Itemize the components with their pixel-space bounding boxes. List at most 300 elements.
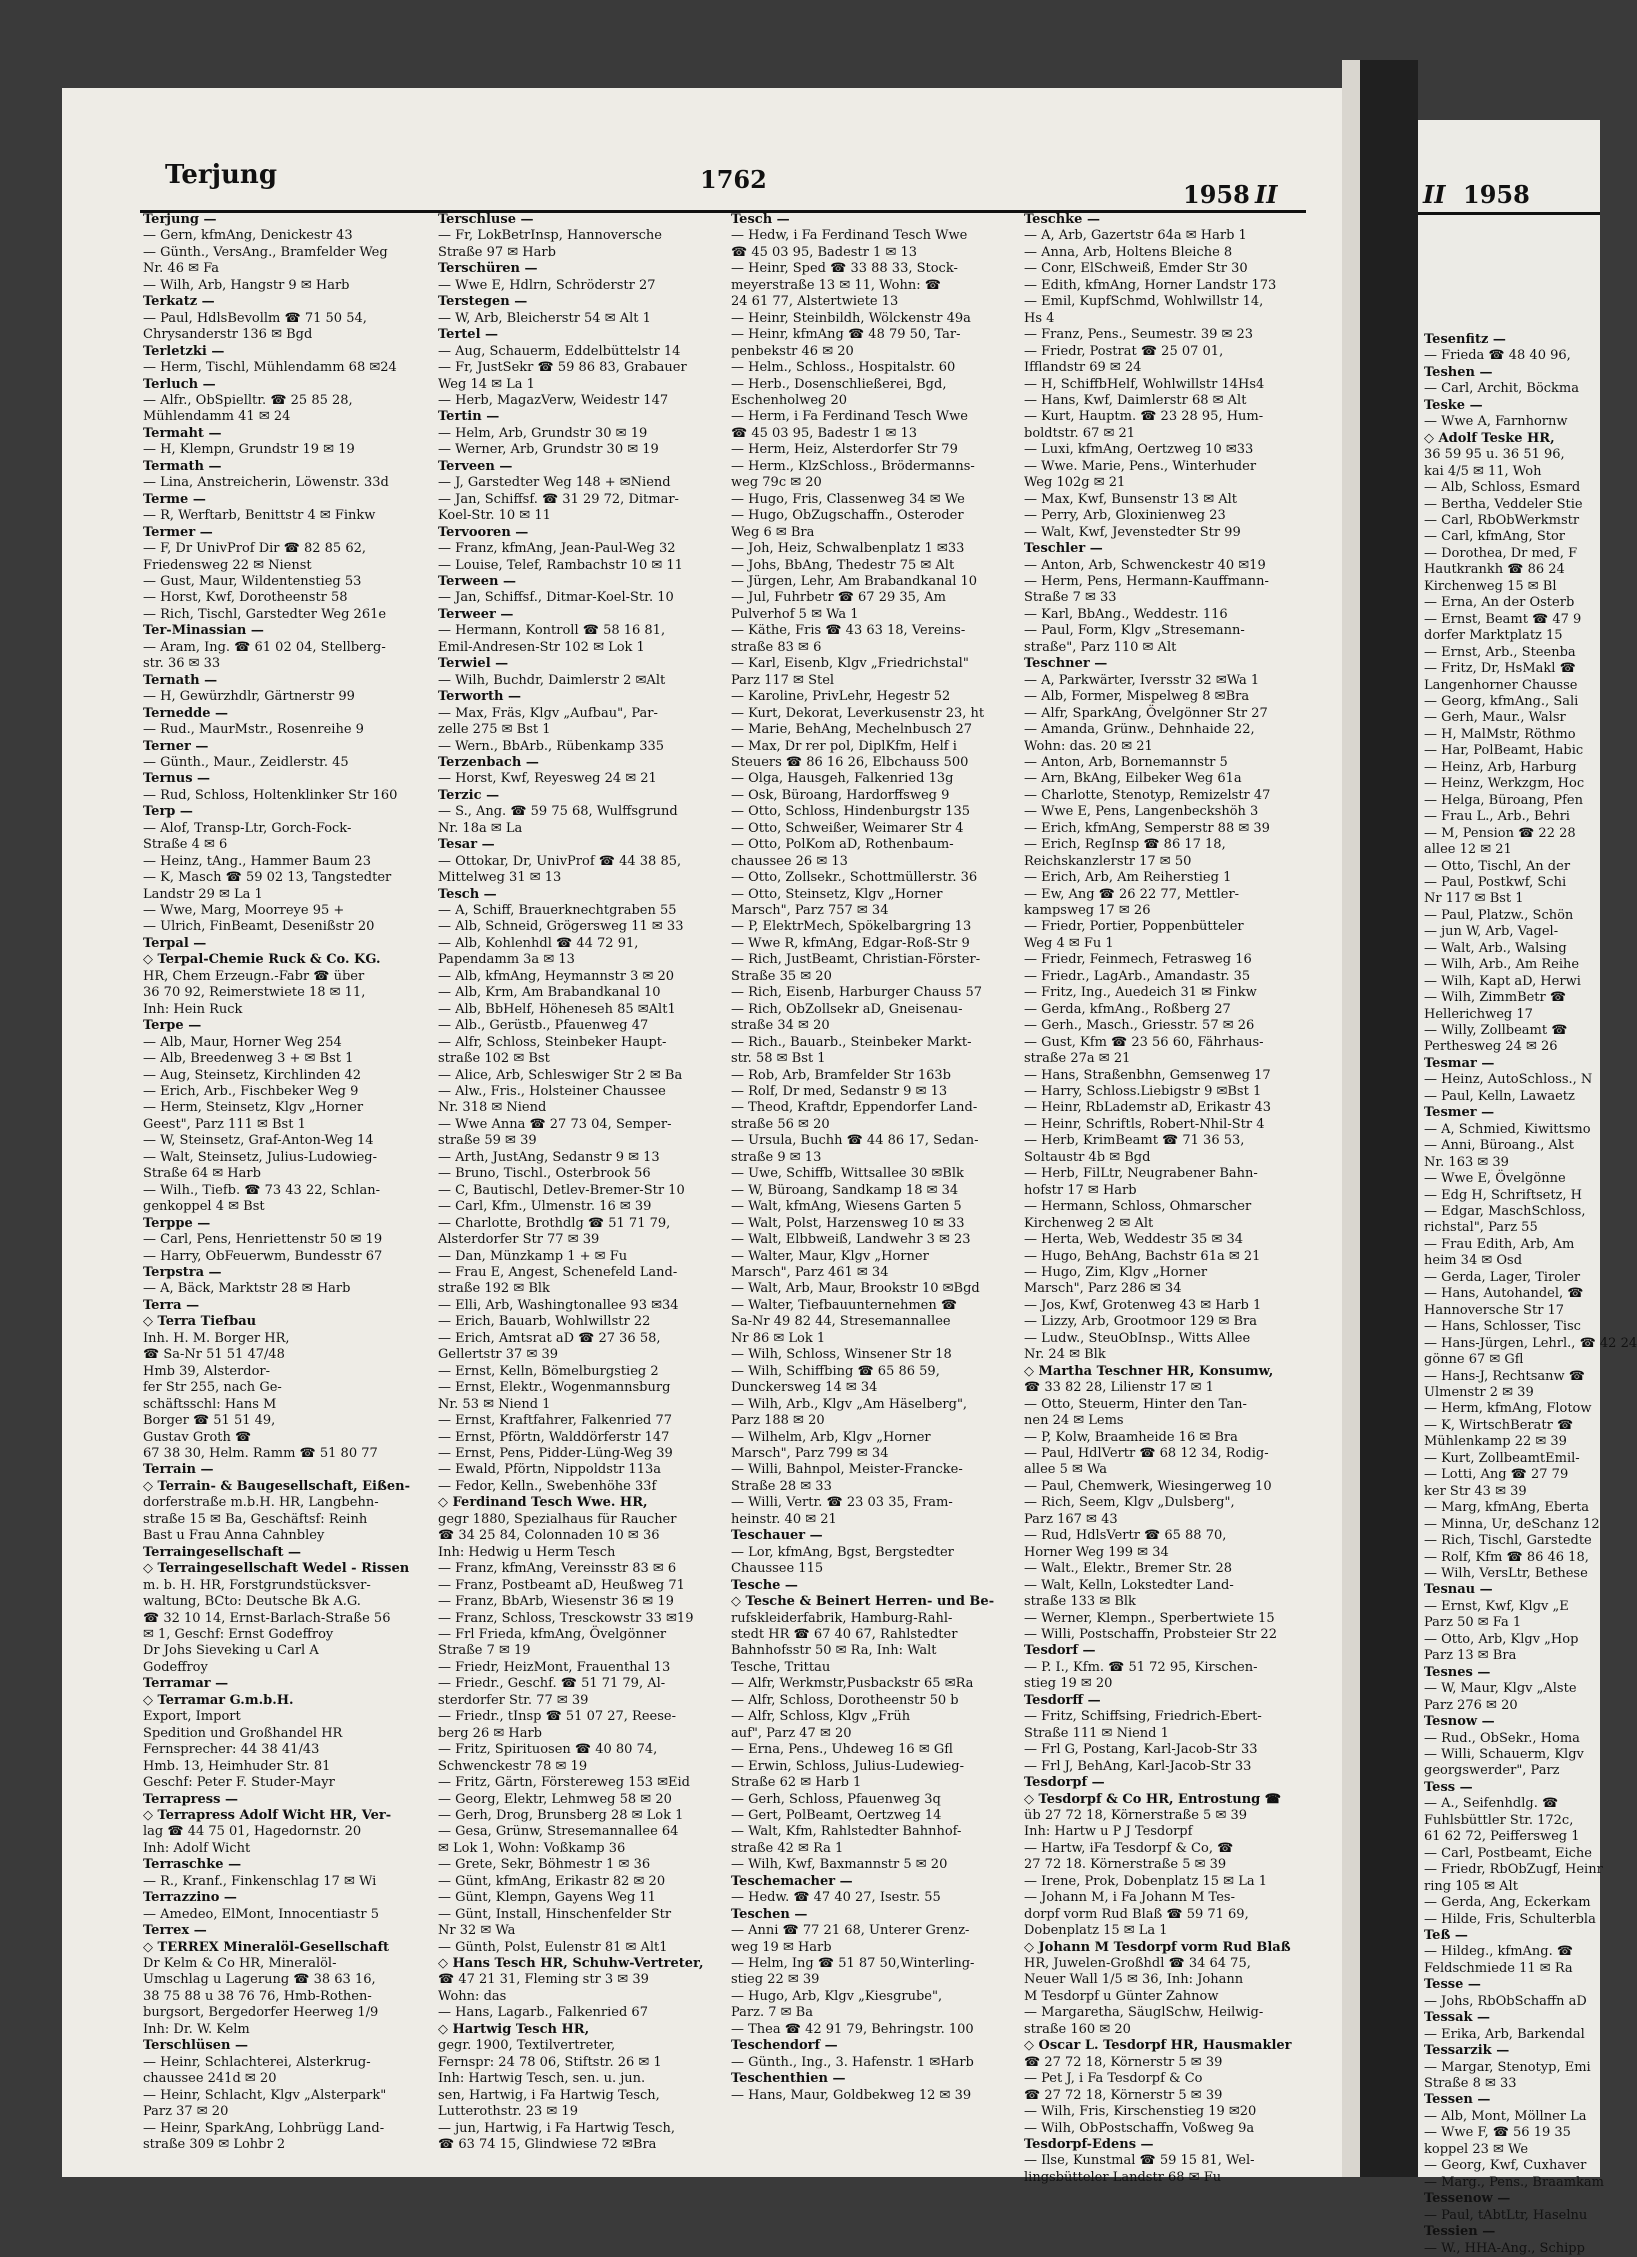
directory-entry: — Erich, Amtsrat aD ☎ 27 36 58, [438, 1330, 661, 1346]
directory-entry: Tesse — [1424, 1977, 1481, 1993]
directory-entry: — Alw., Fris., Holsteiner Chaussee [438, 1084, 666, 1100]
directory-entry: — C, Bautischl, Detlev-Bremer-Str 10 [438, 1182, 685, 1198]
directory-entry: — Franz, kfmAng, Jean-Paul-Weg 32 [438, 541, 676, 557]
directory-entry: — Georg, kfmAng., Sali [1424, 693, 1579, 709]
directory-entry: straße 27a ✉ 21 [1024, 1051, 1131, 1067]
directory-entry: Teschenthien — [731, 2071, 846, 2087]
directory-entry: Termaht — [143, 425, 222, 441]
directory-entry: Fernsprecher: 44 38 41/43 [143, 1742, 320, 1758]
directory-entry: Langenhorner Chausse [1424, 677, 1578, 693]
directory-entry: — Harry, ObFeuerwm, Bundesstr 67 [143, 1248, 383, 1264]
directory-entry: — Wilh, Arb, Hangstr 9 ✉ Harb [143, 277, 350, 293]
directory-entry: — Georg, Kwf, Cuxhaver [1424, 2158, 1587, 2174]
directory-entry: — Herta, Web, Weddestr 35 ✉ 34 [1024, 1232, 1244, 1248]
directory-entry: Geest", Parz 111 ✉ Bst 1 [143, 1116, 306, 1132]
directory-entry: — Otto, Steuerm, Hinter den Tan- [1024, 1396, 1247, 1412]
directory-entry: — Paul, Kelln, Lawaetz [1424, 1088, 1575, 1104]
directory-entry: straße 160 ✉ 20 [1024, 2021, 1131, 2037]
directory-entry: — Heinr, Sped ☎ 33 88 33, Stock- [731, 261, 958, 277]
directory-entry: Tesche, Trittau [731, 1659, 831, 1675]
page-year: 1958 [1183, 180, 1250, 209]
directory-entry: Nr. 18a ✉ La [438, 820, 523, 836]
directory-entry: — Aug, Steinsetz, Kirchlinden 42 [143, 1067, 362, 1083]
directory-entry: — Har, PolBeamt, Habic [1424, 743, 1584, 759]
directory-entry: ring 105 ✉ Alt [1424, 1878, 1518, 1894]
directory-entry: — Willi, Vertr. ☎ 23 03 35, Fram- [731, 1495, 953, 1511]
directory-entry: ◇ Oscar L. Tesdorpf HR, Hausmakler [1024, 2038, 1292, 2054]
directory-entry: Kirchenweg 2 ✉ Alt [1024, 1215, 1154, 1231]
directory-entry: — R., Kranf., Finkenschlag 17 ✉ Wi [143, 1873, 377, 1889]
directory-entry: — Hans, Schlosser, Tisc [1424, 1319, 1581, 1335]
directory-entry: — Lina, Anstreicherin, Löwenstr. 33d [143, 475, 389, 491]
directory-entry: — Günt, Klempn, Gayens Weg 11 [438, 1890, 656, 1906]
directory-entry: Tessarzik — [1424, 2043, 1510, 2059]
directory-entry: — Willi, Schauerm, Klgv [1424, 1746, 1584, 1762]
directory-entry: Hmb 39, Alsterdor- [143, 1363, 271, 1379]
directory-entry: — Wwe E, Hdlrn, Schröderstr 27 [438, 277, 656, 293]
directory-entry: — Louise, Telef, Rambachstr 10 ✉ 11 [438, 557, 683, 573]
directory-entry: — Heinr, Schlacht, Klgv „Alsterpark" [143, 2087, 387, 2103]
directory-entry: — Herm, Pens, Hermann-Kauffmann- [1024, 573, 1269, 589]
directory-entry: — Wilh., Tiefb. ☎ 73 43 22, Schlan- [143, 1182, 380, 1198]
directory-entry: — Paul, tAbtLtr, Haselnu [1424, 2207, 1588, 2223]
directory-entry: — Pet J, i Fa Tesdorpf & Co [1024, 2071, 1203, 2087]
directory-entry: Termath — [143, 458, 222, 474]
directory-entry: — W., HHA-Ang., Schipp [1424, 2240, 1585, 2256]
directory-entry: ☎ 45 03 95, Badestr 1 ✉ 13 [731, 244, 918, 260]
directory-entry: Terstegen — [438, 294, 528, 310]
directory-entry: — Carl, Archit, Böckma [1424, 381, 1579, 397]
directory-entry: — Alfr, SparkAng, Övelgönner Str 27 [1024, 705, 1268, 721]
directory-entry: Teschke — [1024, 212, 1100, 227]
page-gutter [1360, 60, 1418, 2177]
directory-entry: HR, Juwelen-Großhdl ☎ 34 64 75, [1024, 1956, 1251, 1972]
directory-entry: Weg 4 ✉ Fu 1 [1024, 935, 1114, 951]
directory-entry: rufskleiderfabrik, Hamburg-Rahl- [731, 1610, 953, 1626]
directory-entry: — Carl, Postbeamt, Eiche [1424, 1845, 1592, 1861]
directory-entry: — Perry, Arb, Gloxinienweg 23 [1024, 508, 1226, 524]
directory-entry: — Paul, HdlsBevollm ☎ 71 50 54, [143, 310, 367, 326]
directory-entry: straße", Parz 110 ✉ Alt [1024, 639, 1177, 655]
directory-entry: — Erich, kfmAng, Semperstr 88 ✉ 39 [1024, 820, 1270, 836]
directory-entry: — Friedr, Feinmech, Fetrasweg 16 [1024, 952, 1252, 968]
directory-entry: Marsch", Parz 286 ✉ 34 [1024, 1281, 1182, 1297]
directory-entry: — Hans, Maur, Goldbekweg 12 ✉ 39 [731, 2087, 972, 2103]
directory-entry: richstal", Parz 55 [1424, 1220, 1538, 1236]
directory-entry: — Franz, Schloss, Tresckowstr 33 ✉19 [438, 1610, 694, 1626]
directory-entry: Terrain — [143, 1462, 214, 1478]
directory-entry: — Alb, Kohlenhdl ☎ 44 72 91, [438, 935, 639, 951]
directory-entry: — Frau E, Angest, Schenefeld Land- [438, 1265, 678, 1280]
directory-entry: Tesnau — [1424, 1582, 1493, 1598]
directory-entry: — Hugo, BehAng, Bachstr 61a ✉ 21 [1024, 1248, 1261, 1264]
directory-entry: — S., Ang. ☎ 59 75 68, Wulffsgrund [438, 804, 678, 820]
directory-entry: Mühlenkamp 22 ✉ 39 [1424, 1434, 1567, 1450]
directory-entry: — Fr, JustSekr ☎ 59 86 83, Grabauer [438, 360, 687, 376]
directory-entry: — Käthe, Fris ☎ 43 63 18, Vereins- [731, 623, 966, 639]
directory-entry: Tesmer — [1424, 1105, 1495, 1121]
directory-entry: straße 102 ✉ Bst [438, 1051, 550, 1067]
directory-entry: — Harry, Schloss.Liebigstr 9 ✉Bst 1 [1024, 1084, 1262, 1100]
directory-entry: — Alb, Breedenweg 3 + ✉ Bst 1 [143, 1051, 354, 1067]
directory-entry: Papendamm 3a ✉ 13 [438, 952, 575, 968]
directory-entry: — Wilh, ObPostschaffn, Voßweg 9a [1024, 2120, 1255, 2136]
directory-entry: — Friedr., LagArb., Amandastr. 35 [1024, 968, 1251, 984]
directory-entry: Export, Import [143, 1709, 241, 1725]
directory-entry: — Herb, MagazVerw, Weidestr 147 [438, 392, 669, 408]
directory-entry: Chrysanderstr 136 ✉ Bgd [143, 327, 313, 343]
directory-column-3 [731, 212, 1021, 2152]
directory-entry: Parz 188 ✉ 20 [731, 1413, 825, 1429]
directory-entry: ☎ 47 21 31, Fleming str 3 ✉ 39 [438, 1972, 649, 1988]
directory-entry: — Frieda ☎ 48 40 96, [1424, 348, 1571, 364]
directory-entry: — Max, Fräs, Klgv „Aufbau", Par- [438, 705, 658, 721]
directory-entry: Godeffroy [143, 1659, 208, 1675]
directory-entry: — Franz, kfmAng, Vereinsstr 83 ✉ 6 [438, 1561, 677, 1577]
directory-entry: — Walt, Kelln, Lokstedter Land- [1024, 1577, 1234, 1593]
directory-entry: Terraschke — [143, 1857, 242, 1873]
directory-entry: — Wilh, Buchdr, Daimlerstr 2 ✉Alt [438, 672, 666, 688]
directory-entry: — Rich, ObZollsekr aD, Gneisenau- [731, 1001, 963, 1017]
directory-entry: — Herb, FilLtr, Neugrabener Bahn- [1024, 1166, 1258, 1182]
directory-entry: Fuhlsbüttler Str. 172c, [1424, 1812, 1574, 1828]
directory-entry: Soltaustr 4b ✉ Bgd [1024, 1149, 1151, 1165]
directory-entry: — Wilh, Schiffbing ☎ 65 86 59, [731, 1363, 940, 1379]
directory-entry: — Anni, Büroang., Alst [1424, 1138, 1574, 1154]
directory-entry: — Frl G, Postang, Karl-Jacob-Str 33 [1024, 1742, 1258, 1758]
directory-entry: — Günth, Polst, Eulenstr 81 ✉ Alt1 [438, 1939, 668, 1955]
directory-entry: — Günth., Ing., 3. Hafenstr. 1 ✉Harb [731, 2054, 974, 2070]
directory-entry: — Ilse, Kunstmal ☎ 59 15 81, Wel- [1024, 2153, 1255, 2169]
directory-entry: — Heinz, Arb, Harburg [1424, 759, 1577, 775]
directory-entry: Inh: Hartwig Tesch, sen. u. jun. [438, 2071, 646, 2087]
directory-entry: — Hermann, Kontroll ☎ 58 16 81, [438, 623, 666, 639]
directory-entry: ✉ 1, Geschf: Ernst Godeffroy [143, 1626, 334, 1642]
directory-entry: — Gerh, Schloss, Pfauenweg 3q [731, 1791, 941, 1807]
directory-entry: — Friedr., Geschf. ☎ 51 71 79, Al- [438, 1676, 666, 1692]
directory-entry: Inh: Hein Ruck [143, 1001, 243, 1017]
directory-entry: — Wern., BbArb., Rübenkamp 335 [438, 738, 665, 754]
directory-entry: ◇ Johann M Tesdorpf vorm Rud Blaß [1024, 1939, 1291, 1955]
directory-entry: — Erna, An der Osterb [1424, 595, 1575, 611]
directory-entry: — Hans, Straßenbhn, Gemsenweg 17 [1024, 1067, 1271, 1083]
directory-entry: — Irene, Prok, Dobenplatz 15 ✉ La 1 [1024, 1873, 1267, 1889]
directory-entry: — Dan, Münzkamp 1 + ✉ Fu [438, 1248, 628, 1264]
directory-entry: — Gerda, kfmAng., Roßberg 27 [1024, 1001, 1231, 1017]
directory-entry: — Gerh, Drog, Brunsberg 28 ✉ Lok 1 [438, 1807, 684, 1823]
directory-entry: Koel-Str. 10 ✉ 11 [438, 508, 551, 524]
directory-entry: — W, Büroang, Sandkamp 18 ✉ 34 [731, 1182, 959, 1198]
directory-entry: ◇ Terrapress Adolf Wicht HR, Ver- [143, 1807, 392, 1823]
directory-entry: — Jan, Schiffsf. ☎ 31 29 72, Ditmar- [438, 491, 679, 507]
directory-entry: — Grete, Sekr, Böhmestr 1 ✉ 36 [438, 1857, 651, 1873]
directory-entry: — A, Bäck, Marktstr 28 ✉ Harb [143, 1281, 351, 1297]
directory-entry: — Wilhelm, Arb, Klgv „Horner [731, 1429, 931, 1445]
directory-entry: — Jul, Fuhrbetr ☎ 67 29 35, Am [731, 590, 946, 606]
directory-entry: — Heinr, Steinbildh, Wölckenstr 49a [731, 310, 971, 326]
directory-entry: ◇ Tesdorpf & Co HR, Entrostung ☎ [1024, 1791, 1281, 1807]
directory-entry: Terme — [143, 491, 206, 507]
directory-entry: — Herm., KlzSchloss., Brödermanns- [731, 458, 975, 474]
directory-entry: — Hans, Kwf, Daimlerstr 68 ✉ Alt [1024, 392, 1247, 408]
directory-entry: Teschner — [1024, 656, 1108, 672]
directory-entry: — Erwin, Schloss, Julius-Ludewieg- [731, 1758, 964, 1774]
directory-entry: — Olga, Hausgeh, Falkenried 13g [731, 771, 954, 787]
directory-entry: Hs 4 [1024, 310, 1055, 326]
directory-entry: — Günt, kfmAng, Erikastr 82 ✉ 20 [438, 1873, 666, 1889]
directory-entry: — Helm., Schloss., Hospitalstr. 60 [731, 360, 956, 376]
directory-entry: Parz 117 ✉ Stel [731, 672, 835, 688]
directory-entry: — Friedr., tInsp ☎ 51 07 27, Reese- [438, 1709, 676, 1725]
directory-entry: Teshen — [1424, 364, 1493, 380]
directory-entry: — Edgar, MaschSchloss, [1424, 1204, 1586, 1220]
directory-entry: Terletzki — [143, 343, 225, 359]
directory-entry: ◇ Terpal-Chemie Ruck & Co. KG. [143, 952, 381, 968]
directory-entry: Marsch", Parz 757 ✉ 34 [731, 903, 889, 919]
directory-entry: — Fr, LokBetrInsp, Hannoversche [438, 228, 662, 244]
directory-entry: Teschauer — [731, 1528, 823, 1544]
directory-entry: Terramar — [143, 1676, 229, 1692]
directory-entry: — Heinr, Schlachterei, Alsterkrug- [143, 2054, 371, 2070]
directory-entry: — Paul, HdlVertr ☎ 68 12 34, Rodig- [1024, 1445, 1269, 1461]
directory-entry: — Alof, Transp-Ltr, Gorch-Fock- [143, 820, 352, 836]
directory-entry: — Ludw., SteuObInsp., Witts Allee [1024, 1330, 1251, 1346]
directory-entry: Straße 7 ✉ 33 [1024, 590, 1117, 606]
directory-entry: — Rolf, Kfm ☎ 86 46 18, [1424, 1549, 1589, 1565]
directory-entry: Straße 62 ✉ Harb 1 [731, 1775, 862, 1791]
directory-entry: Alsterdorfer Str 77 ✉ 39 [438, 1232, 600, 1248]
directory-entry: — Fedor, Kelln., Swebenhöhe 33f [438, 1478, 657, 1494]
facing-directory-column [1424, 332, 1637, 2257]
running-head: Terjung [165, 160, 277, 190]
directory-entry: Terschlüsen — [143, 2038, 248, 2054]
directory-entry: chaussee 26 ✉ 13 [731, 853, 848, 869]
directory-entry: Pulverhof 5 ✉ Wa 1 [731, 606, 859, 622]
directory-entry: heinstr. 40 ✉ 21 [731, 1511, 837, 1527]
directory-entry: Tesnow — [1424, 1714, 1495, 1730]
directory-entry: — Carl, Pens, Henriettenstr 50 ✉ 19 [143, 1232, 383, 1248]
directory-entry: Ifflandstr 69 ✉ 24 [1024, 360, 1142, 376]
directory-entry: Nr. 163 ✉ 39 [1424, 1154, 1509, 1170]
directory-entry: — Herm, i Fa Ferdinand Tesch Wwe [731, 409, 968, 425]
directory-entry: — Carl, kfmAng, Stor [1424, 529, 1566, 545]
directory-entry: — Friedr, HeizMont, Frauenthal 13 [438, 1659, 671, 1675]
directory-entry: — Thea ☎ 42 91 79, Behringstr. 100 [731, 2021, 974, 2037]
directory-entry: — P, ElektrMech, Spökelbargring 13 [731, 919, 972, 935]
directory-entry: Terrazzino — [143, 1890, 237, 1906]
directory-entry: — Hedw. ☎ 47 40 27, Isestr. 55 [731, 1890, 941, 1906]
directory-entry: — Hugo, Fris, Classenweg 34 ✉ We [731, 491, 965, 507]
directory-entry: — Rich., Bauarb., Steinbeker Markt- [731, 1034, 972, 1050]
directory-entry: Dunckersweg 14 ✉ 34 [731, 1380, 878, 1396]
directory-entry: Tesmar — [1424, 1055, 1495, 1071]
directory-entry: — Anton, Arb, Bornemannstr 5 [1024, 754, 1228, 770]
directory-entry: Dr Kelm & Co HR, Mineralöl- [143, 1956, 337, 1972]
directory-entry: Terween — [438, 573, 517, 589]
directory-entry: Parz 276 ✉ 20 [1424, 1697, 1518, 1713]
directory-entry: — Johs, RbObSchaffn aD [1424, 1993, 1587, 2009]
directory-entry: gegr. 1900, Textilvertreter, [438, 2038, 616, 2054]
directory-entry: — Wwe, Marg, Moorreye 95 + [143, 903, 345, 919]
directory-entry: Tesdorpf — [1024, 1775, 1105, 1791]
directory-entry: — Wilh, Fris, Kirschenstieg 19 ✉20 [1024, 2104, 1257, 2120]
directory-entry: weg 79c ✉ 20 [731, 475, 822, 491]
directory-entry: Terzenbach — [438, 754, 539, 770]
directory-entry: ☎ 45 03 95, Badestr 1 ✉ 13 [731, 425, 918, 441]
directory-entry: — Fritz, Schiffsing, Friedrich-Ebert- [1024, 1709, 1262, 1725]
directory-entry: — Helm, Ing ☎ 51 87 50,Winterling- [731, 1956, 975, 1972]
directory-entry: — Ernst, Kelln, Bömelburgstieg 2 [438, 1363, 659, 1379]
directory-entry: — Horst, Kwf, Reyesweg 24 ✉ 21 [438, 771, 657, 787]
directory-entry: — Gerda, Lager, Tiroler [1424, 1269, 1581, 1285]
directory-entry: üb 27 72 18, Körnerstraße 5 ✉ 39 [1024, 1807, 1248, 1823]
directory-entry: Teschler — [1024, 541, 1103, 557]
directory-entry: — Alb, BbHelf, Höheneseh 85 ✉Alt1 [438, 1001, 676, 1017]
directory-entry: Dobenplatz 15 ✉ La 1 [1024, 1923, 1168, 1939]
directory-entry: Parz 37 ✉ 20 [143, 2104, 229, 2120]
directory-entry: — Edith, kfmAng, Horner Landstr 173 [1024, 277, 1277, 293]
directory-entry: — Heinr, kfmAng ☎ 48 79 50, Tar- [731, 327, 961, 343]
directory-entry: Nr. 318 ✉ Niend [438, 1100, 547, 1116]
directory-entry: Terrapress — [143, 1791, 238, 1807]
directory-entry: — Ernst, Kraftfahrer, Falkenried 77 [438, 1413, 673, 1429]
directory-entry: stieg 22 ✉ 39 [731, 1972, 820, 1988]
directory-entry: Tesdorf — [1024, 1643, 1096, 1659]
directory-entry: Chaussee 115 [731, 1561, 824, 1577]
directory-entry: — Paul, Form, Klgv „Stresemann- [1024, 623, 1245, 639]
directory-entry: — Wwe R, kfmAng, Edgar-Roß-Str 9 [731, 935, 970, 951]
directory-entry: Tesch — [438, 886, 497, 902]
directory-entry: — H, MalMstr, Röthmo [1424, 726, 1576, 742]
directory-entry: — Hans-Jürgen, Lehrl., ☎ 42 24 [1424, 1335, 1637, 1351]
directory-entry: — Friedr, RbObZugf, Heinr [1424, 1862, 1603, 1878]
directory-entry: — Margar, Stenotyp, Emi [1424, 2059, 1591, 2075]
directory-entry: — Gerda, Ang, Eckerkam [1424, 1895, 1591, 1911]
directory-entry: — Theod, Kraftdr, Eppendorfer Land- [731, 1100, 978, 1116]
directory-entry: lingsbütteler Landstr 68 ✉ Fu [1024, 2169, 1222, 2185]
directory-entry: — Amanda, Grünw., Dehnhaide 22, [1024, 722, 1255, 738]
directory-entry: — Hugo, ObZugschaffn., Osteroder [731, 508, 964, 524]
directory-entry: ☎ 27 72 18, Körnerstr 5 ✉ 39 [1024, 2054, 1223, 2070]
directory-entry: Ulmenstr 2 ✉ 39 [1424, 1385, 1534, 1400]
directory-entry: — Otto, Schloss, Hindenburgstr 135 [731, 804, 971, 820]
directory-entry: — Wwe. Marie, Pens., Winterhuder [1024, 458, 1257, 474]
directory-entry: — Wilh, VersLtr, Bethese [1424, 1565, 1588, 1581]
directory-entry: straße 42 ✉ Ra 1 [731, 1840, 844, 1856]
directory-entry: — Walter, Tiefbauunternehmen ☎ [731, 1297, 958, 1313]
directory-entry: — Ewald, Pförtn, Nippoldstr 113a [438, 1462, 661, 1478]
directory-entry: straße 83 ✉ 6 [731, 639, 822, 655]
directory-entry: — Anni ☎ 77 21 68, Unterer Grenz- [731, 1923, 970, 1939]
directory-entry: 36 70 92, Reimerstwiete 18 ✉ 11, [143, 985, 366, 1001]
directory-entry: zelle 275 ✉ Bst 1 [438, 722, 551, 738]
directory-entry: Ternus — [143, 771, 211, 787]
directory-entry: — Helm, Arb, Grundstr 30 ✉ 19 [438, 425, 648, 441]
directory-entry: — Otto, Steinsetz, Klgv „Horner [731, 886, 943, 902]
directory-entry: — Hildeg., kfmAng. ☎ [1424, 1944, 1574, 1960]
directory-entry: ☎ 27 72 18, Körnerstr 5 ✉ 39 [1024, 2087, 1223, 2103]
directory-entry: — Ew, Ang ☎ 26 22 77, Mettler- [1024, 886, 1240, 902]
directory-entry: Tertel — [438, 327, 499, 343]
directory-entry: Terpe — [143, 1018, 202, 1034]
directory-entry: meyerstraße 13 ✉ 11, Wohn: ☎ [731, 277, 941, 293]
directory-entry: Gustav Groth ☎ [143, 1429, 252, 1445]
directory-entry: — Frl Frieda, kfmAng, Övelgönner [438, 1626, 667, 1642]
directory-entry: Terschluse — [438, 212, 534, 227]
directory-entry: georgswerder", Parz [1424, 1763, 1560, 1779]
directory-entry: — Wilh, Kapt aD, Herwi [1424, 973, 1581, 989]
directory-entry: Terra — [143, 1297, 200, 1313]
directory-entry: — Carl, Kfm., Ulmenstr. 16 ✉ 39 [438, 1199, 652, 1215]
directory-entry: — Werner, Klempn., Sperbertwiete 15 [1024, 1610, 1275, 1626]
directory-entry: — Rich, Seem, Klgv „Dulsberg", [1024, 1495, 1235, 1511]
directory-entry: — Herm, Steinsetz, Klgv „Horner [143, 1100, 364, 1116]
directory-entry: Inh: Hartw u P J Tesdorpf [1024, 1824, 1193, 1840]
directory-entry: — Anna, Arb, Holtens Bleiche 8 [1024, 244, 1233, 260]
directory-entry: straße 9 ✉ 13 [731, 1149, 822, 1165]
directory-entry: Feldschmiede 11 ✉ Ra [1424, 1960, 1573, 1976]
directory-entry: — Fritz, Gärtn, Förstereweg 153 ✉Eid [438, 1775, 691, 1791]
directory-entry: Teske — [1424, 397, 1483, 413]
directory-entry: — K, Masch ☎ 59 02 13, Tangstedter [143, 870, 392, 886]
directory-entry: — Walt, Elbbweiß, Landwehr 3 ✉ 23 [731, 1232, 971, 1248]
directory-entry: — Paul, Postkwf, Schi [1424, 874, 1567, 890]
directory-entry: — Alb, Former, Mispelweg 8 ✉Bra [1024, 689, 1250, 705]
directory-entry: Parz 13 ✉ Bra [1424, 1648, 1517, 1664]
directory-entry: genkoppel 4 ✉ Bst [143, 1199, 265, 1215]
directory-entry: — Uwe, Schiffb, Wittsallee 30 ✉Blk [731, 1166, 964, 1182]
directory-entry: — Fritz, Ing., Auedeich 31 ✉ Finkw [1024, 985, 1257, 1001]
directory-entry: Geschf: Peter F. Studer-Mayr [143, 1775, 335, 1791]
directory-entry: Borger ☎ 51 51 49, [143, 1413, 276, 1429]
directory-entry: straße 15 ✉ Ba, Geschäftsf: Reinh [143, 1511, 368, 1527]
directory-entry: — Rud., MaurMstr., Rosenreihe 9 [143, 722, 364, 738]
directory-entry: — Rich, Tischl, Garstedter Weg 261e [143, 606, 387, 622]
directory-entry: — Jürgen, Lehr, Am Brabandkanal 10 [731, 573, 978, 589]
directory-entry: 67 38 30, Helm. Ramm ☎ 51 80 77 [143, 1445, 378, 1461]
directory-entry: — Herm, Tischl, Mühlendamm 68 ✉24 [143, 360, 397, 376]
facing-page-volume: II [1423, 180, 1446, 209]
directory-entry: Marsch", Parz 461 ✉ 34 [731, 1265, 889, 1280]
directory-entry: — Hans-J, Rechtsanw ☎ [1424, 1368, 1585, 1384]
directory-entry: — Wilh, Arb., Klgv „Am Häselberg", [731, 1396, 968, 1412]
book-spine [1342, 60, 1360, 2177]
directory-entry: — P, Kolw, Braamheide 16 ✉ Bra [1024, 1429, 1238, 1445]
directory-entry: — H, SchiffbHelf, Wohlwillstr 14Hs4 [1024, 376, 1265, 392]
directory-entry: chaussee 241d ✉ 20 [143, 2071, 277, 2087]
directory-entry: — Walt, Arb, Maur, Brookstr 10 ✉Bgd [731, 1281, 980, 1297]
directory-entry: — Alfr., ObSpielltr. ☎ 25 85 28, [143, 392, 353, 408]
directory-entry: Tesch — [731, 212, 790, 227]
directory-entry: — Heinz, tAng., Hammer Baum 23 [143, 853, 371, 869]
directory-entry: — Marg, kfmAng, Eberta [1424, 1500, 1590, 1516]
directory-entry: — Rich, Eisenb, Harburger Chauss 57 [731, 985, 982, 1001]
directory-entry: schäftsschl: Hans M [143, 1396, 277, 1412]
directory-entry: berg 26 ✉ Harb [438, 1725, 543, 1741]
directory-entry: Terppe — [143, 1215, 211, 1231]
directory-entry: Fernspr: 24 78 06, Stiftstr. 26 ✉ 1 [438, 2054, 662, 2070]
directory-entry: Teschemacher — [731, 1873, 853, 1889]
directory-entry: — Ulrich, FinBeamt, Desenißstr 20 [143, 919, 375, 935]
directory-entry: Terjung — [143, 212, 217, 227]
directory-entry: Teschen — [731, 1906, 808, 1922]
directory-entry: — Lor, kfmAng, Bgst, Bergstedter [731, 1544, 954, 1560]
directory-entry: — Alfr, Werkmstr,Pusbackstr 65 ✉Ra [731, 1676, 974, 1692]
directory-entry: — W, Steinsetz, Graf-Anton-Weg 14 [143, 1133, 374, 1149]
directory-entry: — Fritz, Dr, HsMakl ☎ [1424, 661, 1576, 677]
directory-entry: ☎ 32 10 14, Ernst-Barlach-Straße 56 [143, 1610, 391, 1626]
directory-entry: Tessak — [1424, 2010, 1491, 2026]
